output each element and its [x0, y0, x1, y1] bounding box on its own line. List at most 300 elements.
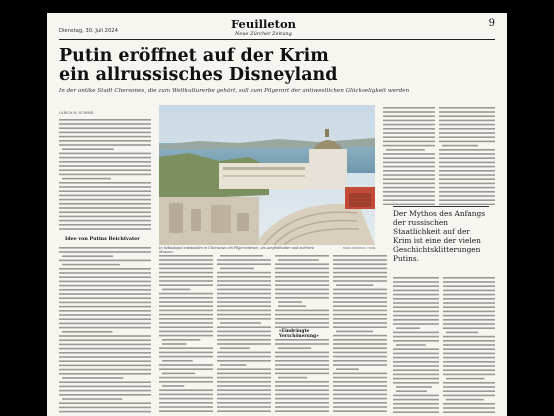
text-line [383, 174, 435, 176]
text-line [159, 389, 213, 391]
text-line [396, 386, 432, 388]
text-line [275, 314, 329, 316]
text-line [59, 360, 151, 362]
text-line [393, 378, 439, 380]
text-line [59, 260, 151, 262]
headline-line-2: ein allrussisches Disneyland [59, 65, 338, 85]
column-1-lower-lines [59, 245, 151, 415]
text-line [275, 255, 329, 257]
text-line [275, 368, 329, 370]
text-line [62, 148, 114, 150]
text-line [443, 290, 495, 292]
text-line [393, 332, 439, 334]
text-line [217, 352, 271, 354]
text-line [159, 356, 213, 358]
text-line [275, 272, 329, 274]
text-line [217, 360, 271, 362]
text-line [162, 373, 195, 375]
text-line [59, 356, 151, 358]
text-line [62, 178, 111, 180]
text-line [275, 318, 329, 320]
text-line [383, 187, 435, 189]
text-line [220, 255, 263, 257]
text-line [393, 395, 439, 397]
text-line [217, 305, 271, 307]
text-line [59, 123, 151, 125]
text-line [333, 255, 387, 257]
text-line [443, 361, 495, 363]
text-line [278, 259, 319, 261]
text-line [393, 306, 439, 308]
text-line [217, 263, 271, 265]
text-line [443, 403, 495, 405]
text-line [336, 368, 359, 370]
column-4-bottom-text [275, 337, 329, 415]
text-line [159, 276, 213, 278]
text-line [333, 410, 387, 412]
text-line [333, 402, 387, 404]
pullquote-rule [393, 206, 489, 207]
section-title: Feuilleton [231, 17, 296, 31]
text-line [220, 347, 250, 349]
text-line [383, 195, 435, 197]
text-line [59, 293, 151, 295]
text-line [217, 314, 271, 316]
text-line [217, 377, 271, 379]
text-line [59, 132, 151, 134]
text-line [443, 319, 495, 321]
text-line [383, 162, 435, 164]
text-line [443, 395, 495, 397]
text-line [333, 360, 387, 362]
text-line [59, 251, 151, 253]
text-line [159, 318, 213, 320]
column-3-lines [217, 253, 271, 415]
text-line [275, 406, 329, 408]
text-line [336, 331, 373, 333]
text-line [59, 199, 151, 201]
text-line [159, 352, 213, 354]
text-line [396, 390, 427, 392]
text-line [443, 298, 495, 300]
text-line [383, 170, 435, 172]
text-line [59, 390, 151, 392]
text-line [383, 183, 435, 185]
text-line [159, 280, 213, 282]
text-line [333, 339, 387, 341]
newspaper-page [47, 13, 507, 416]
column-2-text [159, 253, 213, 415]
text-line [59, 373, 151, 375]
text-line [439, 124, 495, 126]
text-line [59, 394, 151, 396]
text-line [275, 356, 329, 358]
text-line [275, 276, 329, 278]
text-line [159, 406, 213, 408]
text-line [59, 216, 151, 218]
crosshead-1: Idee von Putins Beichtvater [65, 236, 140, 242]
text-line [443, 336, 495, 338]
text-line [336, 284, 373, 286]
text-line [333, 398, 387, 400]
column-7-lower-lines [443, 275, 495, 415]
text-line [59, 297, 151, 299]
text-line [393, 361, 439, 363]
text-line [159, 297, 213, 299]
text-line [159, 263, 213, 265]
column-4-lower-text [275, 253, 329, 328]
text-line [333, 326, 387, 328]
text-line [333, 276, 387, 278]
text-line [439, 132, 495, 134]
text-line [159, 410, 213, 412]
text-line [59, 247, 151, 249]
column-4-lower-lines [275, 253, 329, 328]
text-line [275, 398, 329, 400]
text-line [443, 386, 495, 388]
text-line [393, 340, 439, 342]
text-line [217, 394, 271, 396]
text-line [333, 356, 387, 358]
text-line [443, 348, 495, 350]
text-line [217, 385, 271, 387]
text-line [383, 157, 435, 159]
text-line [443, 302, 495, 304]
text-line [59, 381, 151, 383]
text-line [442, 145, 478, 147]
text-line [217, 276, 271, 278]
text-line [443, 390, 495, 392]
text-line [333, 322, 387, 324]
text-line [275, 339, 329, 341]
text-line [275, 293, 329, 295]
column-3-text [217, 253, 271, 415]
text-line [446, 378, 484, 380]
text-line [217, 280, 271, 282]
text-line [275, 343, 329, 345]
text-line [443, 411, 495, 413]
text-line [59, 169, 151, 171]
text-line [383, 145, 435, 147]
text-line [59, 302, 151, 304]
text-line [220, 322, 261, 324]
text-line [446, 332, 478, 334]
text-line [393, 315, 439, 317]
article-subheadline: In der antike Stadt Chersones, die zum Weltkulturerbe gehört, soll zum Pilgerort der antiwestlichen Glückseligkeit werden [59, 88, 410, 94]
text-line [59, 411, 151, 413]
text-line [217, 389, 271, 391]
text-line [217, 339, 271, 341]
text-line [393, 277, 439, 279]
text-line [393, 353, 439, 355]
text-line [59, 276, 151, 278]
text-line [59, 165, 151, 167]
text-line [333, 377, 387, 379]
page-number: 9 [488, 18, 495, 29]
text-line [333, 389, 387, 391]
text-line [159, 368, 213, 370]
text-line [439, 199, 495, 201]
text-line [393, 290, 439, 292]
text-line [217, 284, 271, 286]
text-line [217, 289, 271, 291]
text-line [278, 377, 307, 379]
text-line [220, 364, 247, 366]
headline-line-1: Putin eröffnet auf der Krim [59, 46, 329, 66]
column-5-lower-text [333, 253, 387, 415]
text-line [217, 343, 271, 345]
text-line [159, 322, 213, 324]
text-line [333, 314, 387, 316]
text-line [383, 141, 435, 143]
page-header [59, 17, 495, 40]
text-line [162, 289, 190, 291]
pullquote: Der Mythos des Anfangs der russischen Staatlichkeit auf der Krim ist eine der vielen Geschichtsklitterungen Putins. [393, 209, 486, 263]
text-line [59, 318, 151, 320]
text-line [217, 259, 271, 261]
text-line [59, 195, 151, 197]
text-line [59, 386, 151, 388]
column-6-lower-text [393, 275, 439, 415]
text-line [59, 314, 151, 316]
column-4-text [383, 105, 435, 205]
text-line [393, 285, 439, 287]
issue-date: Dienstag, 30. Juli 2024 [59, 28, 118, 34]
text-line [59, 224, 151, 226]
text-line [62, 331, 112, 333]
text-line [159, 301, 213, 303]
text-line [159, 259, 213, 261]
text-line [59, 182, 151, 184]
column-6-lower-lines [393, 275, 439, 415]
text-line [443, 357, 495, 359]
text-line [333, 280, 387, 282]
text-line [59, 207, 151, 209]
column-5-text [439, 105, 495, 205]
text-line [162, 360, 193, 362]
text-line [278, 305, 306, 307]
text-line [159, 310, 213, 312]
text-line [275, 284, 329, 286]
text-line [217, 356, 271, 358]
text-line [333, 305, 387, 307]
text-line [162, 339, 200, 341]
text-line [393, 411, 439, 413]
text-line [159, 314, 213, 316]
text-line [333, 335, 387, 337]
text-line [383, 166, 435, 168]
text-line [439, 149, 495, 151]
text-line [275, 297, 329, 299]
text-line [443, 294, 495, 296]
text-line [383, 178, 435, 180]
text-line [59, 186, 151, 188]
column-4-bottom-lines [275, 337, 329, 415]
text-line [59, 153, 151, 155]
text-line [333, 301, 387, 303]
text-line [443, 340, 495, 342]
text-line [59, 348, 151, 350]
column-5-lines [439, 105, 495, 205]
text-line [443, 344, 495, 346]
text-line [333, 394, 387, 396]
text-line [333, 272, 387, 274]
text-line [275, 352, 329, 354]
text-line [59, 161, 151, 163]
text-line [59, 281, 151, 283]
text-line [383, 124, 435, 126]
text-line [217, 301, 271, 303]
text-line [333, 381, 387, 383]
text-line [59, 136, 151, 138]
text-line [59, 119, 151, 121]
text-line [59, 289, 151, 291]
text-line [393, 365, 439, 367]
text-line [275, 263, 329, 265]
text-line [62, 255, 113, 257]
text-line [159, 335, 213, 337]
text-line [62, 377, 123, 379]
text-line [439, 107, 495, 109]
text-line [443, 285, 495, 287]
text-line [59, 339, 151, 341]
text-line [275, 385, 329, 387]
column-4-lines [383, 105, 435, 205]
text-line [393, 374, 439, 376]
text-line [443, 365, 495, 367]
text-line [275, 389, 329, 391]
text-line [439, 162, 495, 164]
text-line [275, 310, 329, 312]
text-line [333, 406, 387, 408]
text-line [443, 374, 495, 376]
text-line [217, 318, 271, 320]
text-line [217, 398, 271, 400]
text-line [217, 293, 271, 295]
text-line [393, 407, 439, 409]
photo-credit: MAKS SIDOROV / TASS [343, 246, 376, 250]
text-line [333, 385, 387, 387]
text-line [439, 153, 495, 155]
text-line [383, 191, 435, 193]
text-line [217, 331, 271, 333]
text-line [439, 136, 495, 138]
text-line [159, 268, 213, 270]
text-line [59, 190, 151, 192]
text-line [59, 211, 151, 213]
text-line [159, 284, 213, 286]
text-line [443, 353, 495, 355]
text-line [217, 335, 271, 337]
text-line [443, 277, 495, 279]
text-line [59, 268, 151, 270]
column-2-lines [159, 253, 213, 415]
text-line [159, 402, 213, 404]
text-line [393, 294, 439, 296]
text-line [217, 368, 271, 370]
text-line [217, 310, 271, 312]
column-7-lower-text [443, 275, 495, 415]
text-line [59, 144, 151, 146]
text-line [59, 220, 151, 222]
text-line [59, 140, 151, 142]
text-line [62, 264, 120, 266]
text-line [333, 263, 387, 265]
text-line [275, 364, 329, 366]
text-line [275, 360, 329, 362]
text-line [217, 272, 271, 274]
text-line [333, 289, 387, 291]
text-line [393, 311, 439, 313]
text-line [59, 306, 151, 308]
newspaper-name: Neue Zürcher Zeitung [235, 31, 292, 37]
text-line [62, 398, 122, 400]
text-line [443, 281, 495, 283]
text-line [159, 364, 213, 366]
text-line [383, 128, 435, 130]
text-line [159, 347, 213, 349]
text-line [59, 174, 151, 176]
text-line [439, 183, 495, 185]
text-line [159, 398, 213, 400]
text-line [217, 326, 271, 328]
text-line [393, 348, 439, 350]
text-line [275, 402, 329, 404]
text-line [217, 297, 271, 299]
text-line [393, 382, 439, 384]
text-line [159, 381, 213, 383]
text-line [159, 326, 213, 328]
text-line [59, 127, 151, 129]
text-line [333, 347, 387, 349]
text-line [275, 289, 329, 291]
text-line [439, 120, 495, 122]
text-line [439, 170, 495, 172]
text-line [383, 111, 435, 113]
text-line [439, 204, 495, 205]
text-line [443, 369, 495, 371]
text-line [59, 369, 151, 371]
text-line [217, 381, 271, 383]
text-line [439, 166, 495, 168]
text-line [333, 318, 387, 320]
text-line [333, 268, 387, 270]
text-line [333, 310, 387, 312]
text-line [383, 153, 435, 155]
text-line [443, 315, 495, 317]
text-line [393, 357, 439, 359]
text-line [383, 107, 435, 109]
text-line [443, 407, 495, 409]
text-line [393, 336, 439, 338]
text-line [393, 323, 439, 325]
text-line [159, 272, 213, 274]
text-line [275, 268, 329, 270]
text-line [59, 310, 151, 312]
text-line [439, 115, 495, 117]
text-line [59, 203, 151, 205]
text-line [443, 382, 495, 384]
text-line [59, 365, 151, 367]
text-line [393, 369, 439, 371]
text-line [278, 301, 302, 303]
text-line [333, 343, 387, 345]
text-line [217, 373, 271, 375]
text-line [333, 352, 387, 354]
text-line [383, 115, 435, 117]
text-line [59, 344, 151, 346]
text-line [439, 178, 495, 180]
